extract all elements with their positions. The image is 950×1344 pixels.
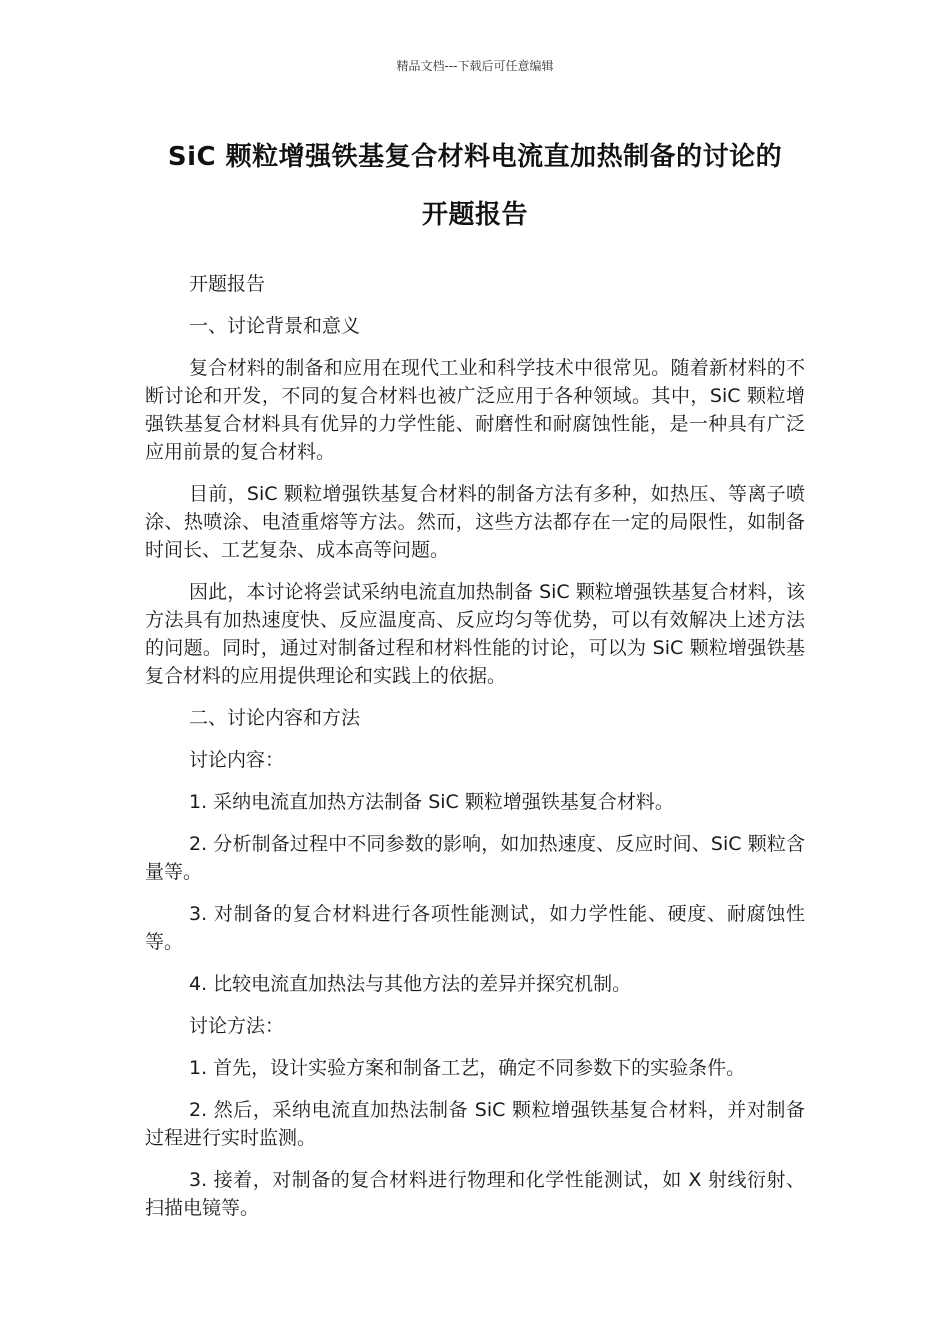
section-label: 开题报告 [189,273,266,295]
method-item-2: 2. 然后，采纳电流直加热法制备 SiC 颗粒增强铁基复合材料，并对制备过程进行实时监测。 [145,1099,805,1149]
subheading-method: 讨论方法： [189,1015,285,1037]
paragraph-background-3: 因此，本讨论将尝试采纳电流直加热制备 SiC 颗粒增强铁基复合材料，该方法具有加热速度快、反应温度高、反应均匀等优势，可以有效解决上述方法的问题。同时，通过对制备过程和材料性能的讨论，可以为 SiC 颗粒增强铁基复合材料的应用提供理论和实践上的依据。 [145,581,805,687]
title-line-1: SiC 颗粒增强铁基复合材料电流直加热制备的讨论的 [167,142,783,172]
method-item-1: 1. 首先，设计实验方案和制备工艺，确定不同参数下的实验条件。 [189,1057,746,1079]
subheading-content: 讨论内容： [189,749,285,771]
title-line-2: 开题报告 [421,200,528,230]
document-title [120,128,830,244]
method-item-3: 3. 接着，对制备的复合材料进行物理和化学性能测试，如 X 射线衍射、扫描电镜等。 [145,1169,805,1219]
section-heading-methods: 二、讨论内容和方法 [189,707,361,729]
content-item-4: 4. 比较电流直加热法与其他方法的差异并探究机制。 [189,973,632,995]
section-heading-background: 一、讨论背景和意义 [189,315,361,337]
content-item-2: 2. 分析制备过程中不同参数的影响，如加热速度、反应时间、SiC 颗粒含量等。 [145,833,805,883]
paragraph-background-1: 复合材料的制备和应用在现代工业和科学技术中很常见。随着新材料的不断讨论和开发，不同的复合材料也被广泛应用于各种领域。其中，SiC 颗粒增强铁基复合材料具有优异的力学性能、耐磨性和耐腐蚀性能，是一种具有广泛应用前景的复合材料。 [145,357,805,463]
page-header: 精品文档---下载后可任意编辑 [396,59,554,73]
document-body [145,270,805,1236]
paragraph-background-2: 目前，SiC 颗粒增强铁基复合材料的制备方法有多种，如热压、等离子喷涂、热喷涂、电渣重熔等方法。然而，这些方法都存在一定的局限性，如制备时间长、工艺复杂、成本高等问题。 [145,483,805,561]
content-item-1: 1. 采纳电流直加热方法制备 SiC 颗粒增强铁基复合材料。 [189,791,674,813]
content-item-3: 3. 对制备的复合材料进行各项性能测试，如力学性能、硬度、耐腐蚀性等。 [145,903,805,953]
